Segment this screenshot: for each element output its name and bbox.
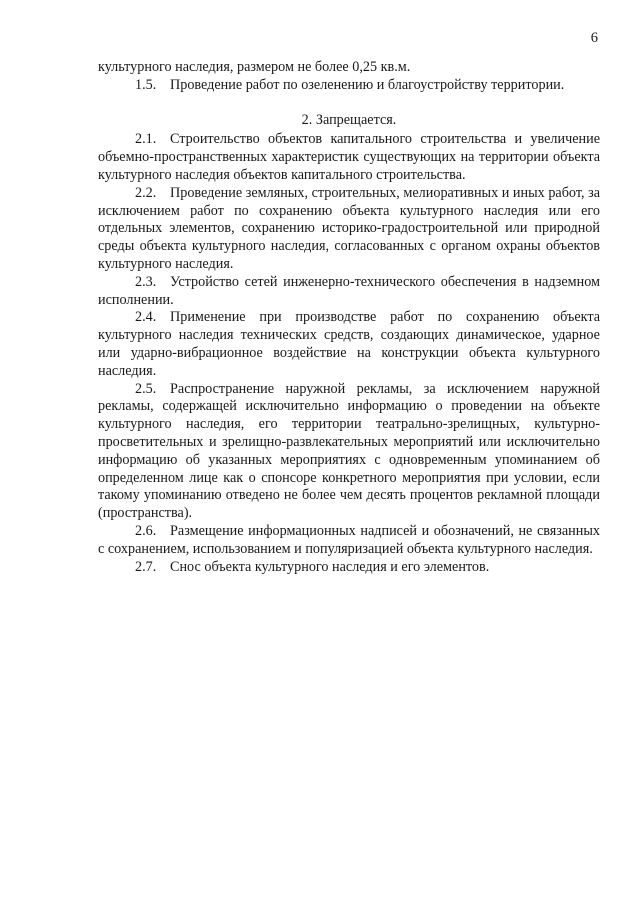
clause-number: 2.2.	[135, 184, 157, 201]
clause-text: Устройство сетей инженерно-технического обеспечения в надземном исполнении.	[98, 273, 600, 308]
clause-2-5	[98, 381, 600, 523]
clause-number: 2.5.	[135, 380, 157, 397]
clause-text: Проведение работ по озеленению и благоустройству территории.	[170, 76, 565, 93]
clause-2-3	[98, 274, 600, 310]
clause-number: 2.6.	[135, 522, 157, 539]
clause-text: Применение при производстве работ по сохранению объекта культурного наследия технических средств, создающих динамическое, ударное или ударно-вибрационное воздействие на конструкции объекта культурного наследия.	[98, 309, 600, 379]
clause-1-5	[98, 77, 600, 95]
clause-number: 2.7.	[135, 558, 157, 575]
clause-text: Размещение информационных надписей и обозначений, не связанных с сохранением, использованием и популяризацией объекта культурного наследия.	[98, 522, 600, 557]
clause-text: Снос объекта культурного наследия и его элементов.	[170, 558, 490, 575]
clause-number: 2.4.	[135, 309, 157, 326]
section-heading: 2. Запрещается.	[301, 111, 397, 128]
clause-text: Строительство объектов капитального строительства и увеличение объемно-пространственных характеристик существующих на территории объекта культурного наследия объектов капитального строительства.	[98, 131, 600, 183]
clause-text: Распространение наружной рекламы, за исключением наружной рекламы, содержащей исключительно информацию о проведении на объекте культурного наследия, его территории театрально-зрелищных, культурно-просветительных и зрелищно-развлекательных мероприятий или исключительно информацию об указанных мероприятиях с одновременным упоминанием об определенном лице как о спонсоре конкретного мероприятия при условии, если такому упоминанию отведено не более чем десять процентов рекламной площади (пространства).	[98, 380, 600, 522]
clause-2-1	[98, 131, 600, 184]
clause-2-2	[98, 185, 600, 274]
document-body	[98, 59, 600, 576]
clause-2-7	[98, 559, 600, 577]
clause-number: 1.5.	[135, 76, 157, 93]
page-number: 6	[590, 30, 598, 46]
continued-paragraph: культурного наследия, размером не более 0,25 кв.м.	[98, 59, 411, 75]
clause-text: Проведение земляных, строительных, мелиоративных и иных работ, за исключением работ по сохранению объекта культурного наследия или его отдельных элементов, сохранению историко-градостроительной или природной среды объекта культурного наследия, согласованных с органом охраны объектов культурного наследия.	[98, 184, 600, 272]
clause-2-4	[98, 309, 600, 380]
clause-number: 2.1.	[135, 131, 157, 148]
clause-2-6	[98, 523, 600, 559]
clause-number: 2.3.	[135, 273, 157, 290]
